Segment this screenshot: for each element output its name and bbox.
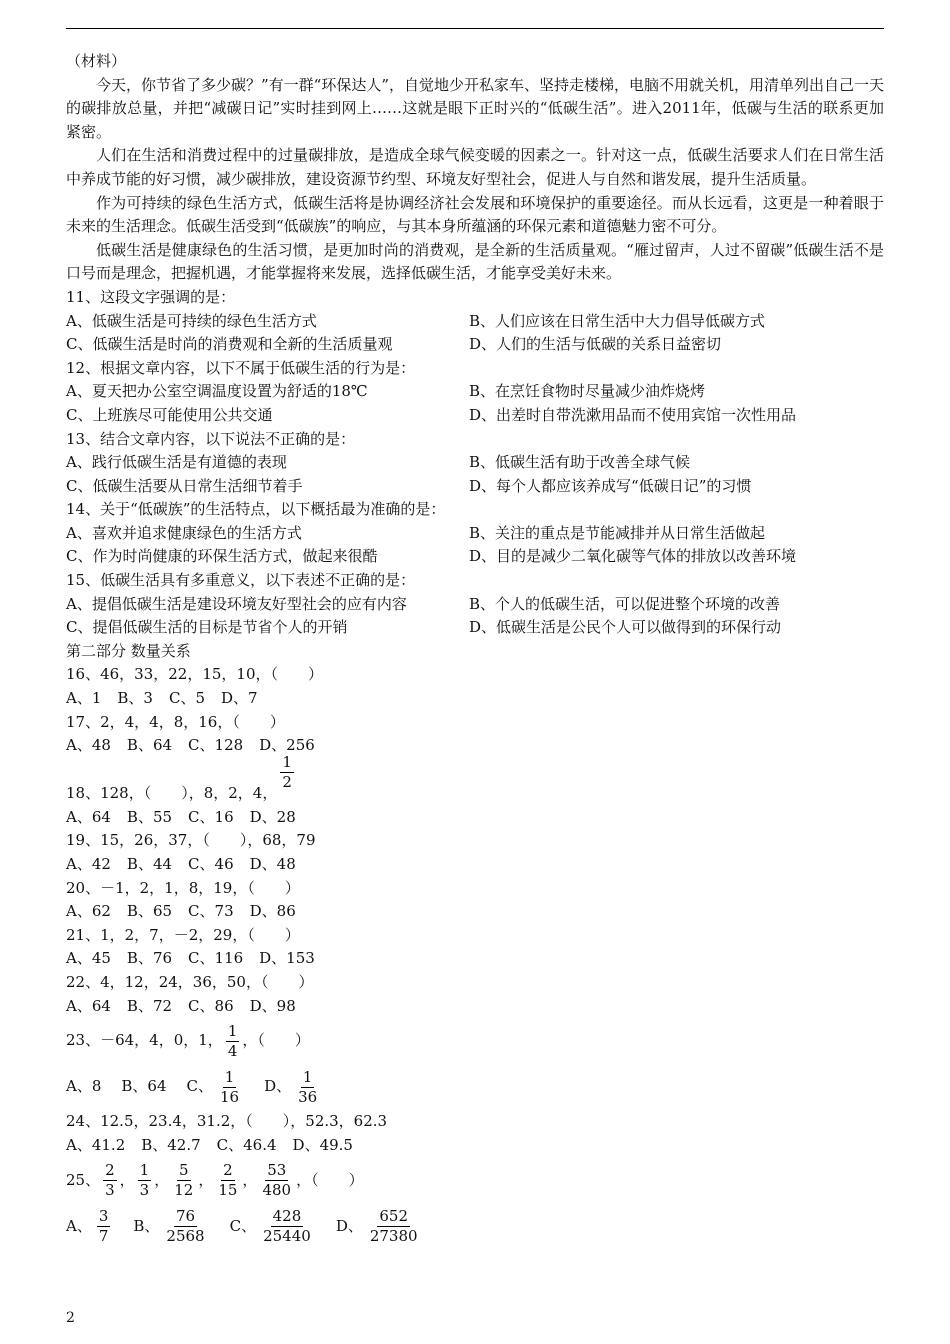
- option-d: D、48: [249, 855, 296, 873]
- fraction-denominator: 12: [174, 1180, 194, 1199]
- question-25-options: [66, 1203, 884, 1249]
- fraction-numerator: 53: [267, 1160, 287, 1179]
- fraction-denominator: 3: [105, 1180, 115, 1199]
- fraction-numerator: 1: [139, 1160, 150, 1179]
- separator: ，: [154, 1170, 170, 1189]
- option-b: B、55: [126, 807, 173, 826]
- question-24: 24、12.5，23.4，31.2，（ ），52.3，62.3: [66, 1112, 388, 1131]
- fraction-denominator: 25440: [263, 1226, 311, 1245]
- option-b: B、64: [126, 736, 173, 755]
- question-23-options: [66, 1064, 884, 1110]
- option-a-fraction: [97, 1207, 111, 1246]
- fraction-numerator: 1: [227, 1021, 238, 1040]
- option-b: B、76: [126, 949, 173, 968]
- question-23-tail: ，（ ）: [242, 1031, 310, 1050]
- option-a: A、48: [66, 736, 111, 755]
- material-paragraph-1: 今天，你节省了多少碳？”有一群“环保达人”，自觉地少开私家车、坚持走楼梯，电脑不用就关机，用清单列出自己一天的碳排放总量，并把“减碳日记”实时挂到网上……这就是眼下正时兴的“低碳生活”。进入2011年，低碳与生活的联系更加紧密。: [66, 75, 885, 141]
- option-c: C、16: [188, 807, 234, 826]
- question-24-options: [66, 1134, 884, 1158]
- option-d: D、256: [259, 736, 315, 755]
- question-25-label: 25、: [66, 1170, 101, 1189]
- option-a: A、64: [66, 996, 111, 1015]
- option-d: D、28: [249, 807, 296, 826]
- question-23-stem: 23、－64，4，0，1，: [66, 1031, 223, 1050]
- option-a: A、提倡低碳生活是建设环境友好型社会的应有内容: [66, 594, 407, 613]
- option-a: A、8: [66, 1077, 102, 1096]
- question-23: [66, 1018, 884, 1064]
- option-c: C、低碳生活要从日常生活细节着手: [66, 476, 303, 495]
- fraction-numerator: 2: [223, 1160, 233, 1179]
- option-a: A、45: [66, 949, 111, 968]
- option-b: B、3: [117, 689, 153, 708]
- separator: ，: [119, 1170, 135, 1189]
- option-d: D、153: [259, 949, 315, 968]
- question-18: [66, 752, 884, 806]
- option-c: C、86: [188, 996, 234, 1015]
- material-paragraph-4: 低碳生活是健康绿色的生活习惯，是更加时尚的消费观，是全新的生活质量观。“雁过留声，人过不留碳”低碳生活不是口号而是理念，把握机遇，才能掌握将来发展，选择低碳生活，才能享受美好未来。: [66, 240, 884, 283]
- option-a: A、低碳生活是可持续的绿色生活方式: [66, 311, 317, 330]
- option-c: C、提倡低碳生活的目标是节省个人的开销: [66, 618, 348, 637]
- option-d: D、每个人都应该养成写“低碳日记”的习惯: [469, 476, 752, 495]
- option-d: D、目的是减少二氧化碳等气体的排放以改善环境: [469, 547, 797, 566]
- option-a: A、喜欢并追求健康绿色的生活方式: [66, 523, 302, 542]
- option-b-label: B、: [133, 1216, 160, 1235]
- option-a: A、42: [66, 855, 111, 873]
- question-20: 20、－1，2，1，8，19，（ ）: [66, 878, 300, 897]
- fraction-denominator: 2: [282, 772, 292, 791]
- question-19: 19、15，26，37，（ ），68，79: [66, 831, 316, 850]
- fraction-numerator: 1: [224, 1067, 235, 1086]
- question-13-options: [66, 451, 884, 498]
- question-19-options: [66, 853, 884, 877]
- question-15: 15、低碳生活具有多重意义，以下表述不正确的是：: [66, 571, 416, 590]
- option-c-fraction: [261, 1207, 313, 1246]
- option-d: D、出差时自带洗漱用品而不使用宾馆一次性用品: [469, 405, 797, 424]
- separator: ，: [242, 1170, 258, 1189]
- exam-page: [66, 50, 884, 1249]
- fraction-denominator: 27380: [369, 1226, 418, 1245]
- option-d: D、98: [249, 996, 296, 1015]
- fraction-denominator: 16: [220, 1087, 240, 1106]
- option-c-label: C、: [186, 1077, 213, 1096]
- fraction: [103, 1161, 117, 1200]
- option-a: A、夏天把办公室空调温度设置为舒适的18℃: [66, 382, 368, 401]
- option-d: D、人们的生活与低碳的关系日益密切: [469, 335, 722, 354]
- option-b: B、关注的重点是节能减排并从日常生活做起: [469, 523, 766, 542]
- question-16: 16、46，33，22，15，10，（ ）: [66, 665, 324, 684]
- option-c-label: C、: [229, 1216, 257, 1235]
- question-18-options: [66, 806, 884, 830]
- question-21-options: [66, 947, 884, 971]
- question-22-options: [66, 995, 884, 1019]
- option-d-fraction: [368, 1207, 420, 1246]
- question-21: 21、1，2，7，－2，29，（ ）: [66, 925, 300, 944]
- option-b: B、人们应该在日常生活中大力倡导低碳方式: [469, 311, 766, 330]
- option-b: B、42.7: [141, 1135, 201, 1154]
- option-b-fraction: [164, 1207, 206, 1246]
- fraction-numerator: 1: [282, 752, 292, 771]
- option-b: B、72: [126, 996, 173, 1015]
- question-12: 12、根据文章内容，以下不属于低碳生活的行为是：: [66, 358, 416, 377]
- option-b: B、64: [121, 1077, 167, 1096]
- question-14: 14、关于“低碳族”的生活特点，以下概括最为准确的是：: [66, 500, 446, 519]
- fraction-denominator: 36: [298, 1087, 318, 1106]
- question-20-options: [66, 900, 884, 924]
- fraction-numerator: 76: [175, 1206, 196, 1225]
- option-c: C、46.4: [216, 1135, 277, 1154]
- option-c-fraction: [218, 1068, 241, 1107]
- question-15-options: [66, 593, 884, 640]
- page-number: 2: [66, 1310, 75, 1326]
- material-paragraph-3: 作为可持续的绿色生活方式，低碳生活将是协调经济社会发展和环境保护的重要途径。而从长远看，这更是一种着眼于未来的生活理念。低碳生活受到“低碳族”的响应，与其本身所蕴涵的环保元素和道德魅力密不可分。: [66, 193, 884, 236]
- fraction-numerator: 2: [105, 1160, 115, 1179]
- material-label: （材料）: [66, 52, 127, 70]
- fraction: [216, 1161, 239, 1200]
- fraction: [280, 753, 294, 792]
- fraction: [226, 1022, 240, 1061]
- fraction: [260, 1161, 293, 1200]
- fraction-numerator: 652: [379, 1206, 409, 1225]
- question-18-stem: 18、128，（ ），8，2，4，: [66, 784, 278, 803]
- option-c: C、73: [188, 902, 234, 921]
- option-d: D、86: [249, 902, 296, 921]
- fraction-denominator: 480: [262, 1180, 292, 1199]
- question-22: 22、4，12，24，36，50，（ ）: [66, 972, 314, 991]
- option-d-label: D、: [264, 1077, 292, 1096]
- fraction-denominator: 4: [227, 1041, 238, 1060]
- option-b: B、65: [126, 902, 173, 921]
- question-14-options: [66, 522, 884, 569]
- option-b: B、在烹饪食物时尽量减少油炸烧烤: [469, 382, 706, 401]
- fraction-numerator: 1: [302, 1067, 313, 1086]
- fraction-numerator: 3: [98, 1206, 109, 1225]
- separator: ，: [198, 1170, 214, 1189]
- fraction: [138, 1161, 152, 1200]
- option-a: A、41.2: [66, 1135, 126, 1154]
- option-d-fraction: [296, 1068, 319, 1107]
- question-25-tail: ，（ ）: [296, 1170, 364, 1189]
- option-b: B、个人的低碳生活，可以促进整个环境的改善: [469, 594, 781, 613]
- option-c: C、116: [188, 949, 244, 968]
- header-rule: [66, 28, 884, 29]
- option-a: A、64: [66, 807, 111, 826]
- question-25: [66, 1157, 884, 1203]
- option-c: C、上班族尽可能使用公共交通: [66, 405, 273, 424]
- fraction-denominator: 7: [98, 1226, 109, 1245]
- fraction-denominator: 15: [218, 1180, 238, 1199]
- fraction-numerator: 428: [272, 1206, 302, 1225]
- option-c: C、作为时尚健康的环保生活方式，做起来很酷: [66, 547, 378, 566]
- option-d: D、49.5: [292, 1135, 353, 1154]
- option-d: D、低碳生活是公民个人可以做得到的环保行动: [469, 618, 782, 637]
- fraction-denominator: 3: [139, 1180, 150, 1199]
- fraction-numerator: 5: [178, 1160, 189, 1179]
- question-13: 13、结合文章内容，以下说法不正确的是：: [66, 429, 356, 448]
- option-b: B、44: [126, 855, 173, 873]
- question-12-options: [66, 380, 884, 427]
- option-c: C、5: [168, 689, 205, 708]
- question-11: 11、这段文字强调的是：: [66, 287, 236, 306]
- option-b: B、低碳生活有助于改善全球气候: [469, 453, 691, 472]
- option-a: A、1: [66, 689, 102, 708]
- option-d: D、7: [221, 689, 258, 708]
- option-c: C、46: [188, 855, 234, 873]
- option-a-label: A、: [66, 1216, 92, 1235]
- fraction: [172, 1161, 195, 1200]
- option-d-label: D、: [335, 1216, 363, 1235]
- option-a: A、62: [66, 902, 111, 921]
- question-17: 17、2，4，4，8，16，（ ）: [66, 712, 285, 731]
- option-c: C、128: [188, 736, 244, 755]
- fraction-denominator: 2568: [166, 1226, 205, 1245]
- material-paragraph-2: 人们在生活和消费过程中的过量碳排放，是造成全球气候变暖的因素之一。针对这一点，低碳生活要求人们在日常生活中养成节能的好习惯，减少碳排放，建设资源节约型、环境友好型社会，促进人与自然和谐发展，提升生活质量。: [66, 146, 884, 188]
- option-c: C、低碳生活是时尚的消费观和全新的生活质量观: [66, 335, 393, 354]
- question-17-options: [66, 734, 884, 758]
- option-a: A、践行低碳生活是有道德的表现: [66, 453, 287, 472]
- question-11-options: [66, 310, 884, 357]
- section-2-title: 第二部分 数量关系: [66, 641, 191, 660]
- question-16-options: [66, 687, 884, 711]
